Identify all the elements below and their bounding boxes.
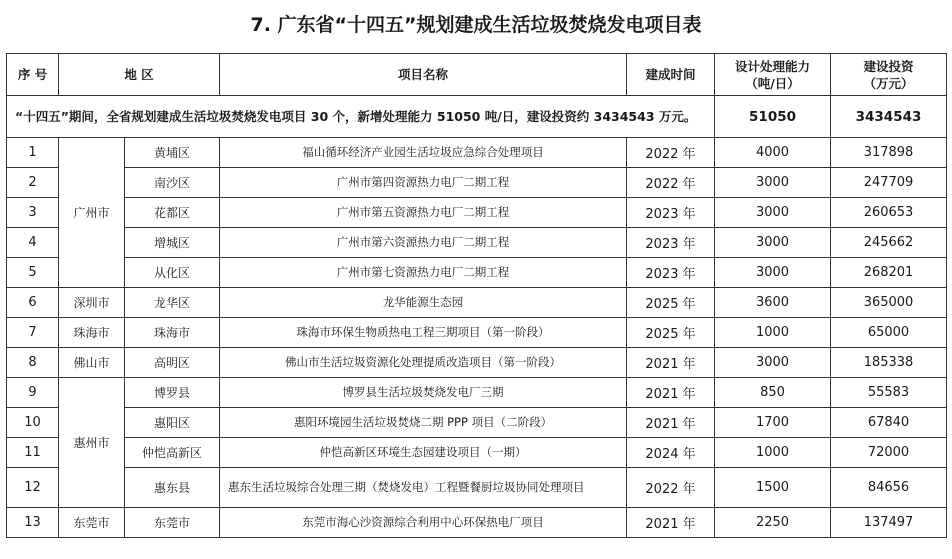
row-district: 东莞市 (125, 508, 220, 538)
row-seq: 10 (7, 408, 59, 438)
row-investment: 365000 (831, 288, 947, 318)
row-city: 深圳市 (59, 288, 125, 318)
row-capacity: 1500 (715, 468, 831, 508)
row-capacity: 3000 (715, 258, 831, 288)
row-year: 2021 年 (627, 378, 715, 408)
row-district: 从化区 (125, 258, 220, 288)
table-row (7, 288, 947, 318)
table-row (7, 348, 947, 378)
row-investment: 185338 (831, 348, 947, 378)
row-capacity: 3000 (715, 228, 831, 258)
row-project-name: 珠海市环保生物质热电工程三期项目（第一阶段） (220, 318, 627, 348)
table-row (7, 198, 947, 228)
row-district: 龙华区 (125, 288, 220, 318)
row-investment: 67840 (831, 408, 947, 438)
row-year: 2023 年 (627, 258, 715, 288)
row-project-name: 广州市第六资源热力电厂二期工程 (220, 228, 627, 258)
header-year: 建成时间 (627, 54, 715, 96)
row-investment: 247709 (831, 168, 947, 198)
row-investment: 260653 (831, 198, 947, 228)
row-seq: 6 (7, 288, 59, 318)
summary-capacity: 51050 (715, 96, 831, 138)
row-year: 2021 年 (627, 508, 715, 538)
row-capacity: 2250 (715, 508, 831, 538)
table-row (7, 438, 947, 468)
row-year: 2021 年 (627, 348, 715, 378)
row-seq: 5 (7, 258, 59, 288)
row-project-name: 广州市第五资源热力电厂二期工程 (220, 198, 627, 228)
row-year: 2022 年 (627, 168, 715, 198)
row-seq: 12 (7, 468, 59, 508)
row-capacity: 4000 (715, 138, 831, 168)
project-table (6, 53, 947, 538)
table-title: 7. 广东省“十四五”规划建成生活垃圾焚烧发电项目表 (250, 14, 702, 36)
row-year: 2025 年 (627, 288, 715, 318)
row-project-name: 广州市第四资源热力电厂二期工程 (220, 168, 627, 198)
table-row (7, 468, 947, 508)
row-investment: 72000 (831, 438, 947, 468)
table-row (7, 508, 947, 538)
row-seq: 1 (7, 138, 59, 168)
header-project-name: 项目名称 (220, 54, 627, 96)
row-capacity: 1000 (715, 438, 831, 468)
row-year: 2022 年 (627, 138, 715, 168)
row-project-name: 东莞市海心沙资源综合利用中心环保热电厂项目 (220, 508, 627, 538)
summary-row (7, 96, 947, 138)
summary-investment: 3434543 (831, 96, 947, 138)
table-row (7, 258, 947, 288)
table-row (7, 318, 947, 348)
summary-text: “十四五”期间，全省规划建成生活垃圾焚烧发电项目 30 个，新增处理能力 51050 吨/日，建设投资约 3434543 万元。 (7, 96, 715, 138)
row-project-name: 惠东生活垃圾综合处理三期（焚烧发电）工程暨餐厨垃圾协同处理项目 (220, 468, 627, 508)
row-investment: 55583 (831, 378, 947, 408)
row-capacity: 3000 (715, 198, 831, 228)
row-seq: 4 (7, 228, 59, 258)
row-district: 花都区 (125, 198, 220, 228)
row-city: 佛山市 (59, 348, 125, 378)
row-seq: 3 (7, 198, 59, 228)
table-row (7, 138, 947, 168)
row-capacity: 1700 (715, 408, 831, 438)
header-region: 地 区 (59, 54, 220, 96)
row-seq: 9 (7, 378, 59, 408)
row-seq: 2 (7, 168, 59, 198)
row-district: 增城区 (125, 228, 220, 258)
row-year: 2021 年 (627, 408, 715, 438)
row-city: 珠海市 (59, 318, 125, 348)
row-city: 惠州市 (59, 378, 125, 508)
row-seq: 11 (7, 438, 59, 468)
row-capacity: 1000 (715, 318, 831, 348)
row-capacity: 850 (715, 378, 831, 408)
header-capacity-line2: （吨/日） (745, 75, 800, 91)
row-year: 2023 年 (627, 228, 715, 258)
row-district: 惠东县 (125, 468, 220, 508)
table-row (7, 228, 947, 258)
table-row (7, 408, 947, 438)
row-district: 南沙区 (125, 168, 220, 198)
row-investment: 137497 (831, 508, 947, 538)
table-row (7, 168, 947, 198)
row-project-name: 仲恺高新区环境生态园建设项目（一期） (220, 438, 627, 468)
row-project-name: 广州市第七资源热力电厂二期工程 (220, 258, 627, 288)
row-project-name: 福山循环经济产业园生活垃圾应急综合处理项目 (220, 138, 627, 168)
row-district: 仲恺高新区 (125, 438, 220, 468)
header-row (7, 54, 947, 96)
row-investment: 268201 (831, 258, 947, 288)
row-seq: 13 (7, 508, 59, 538)
row-district: 博罗县 (125, 378, 220, 408)
header-capacity-line1: 设计处理能力 (735, 58, 811, 74)
header-investment (831, 54, 947, 96)
row-district: 珠海市 (125, 318, 220, 348)
row-capacity: 3600 (715, 288, 831, 318)
row-project-name: 佛山市生活垃圾资源化处理提质改造项目（第一阶段） (220, 348, 627, 378)
row-district: 惠阳区 (125, 408, 220, 438)
row-city: 广州市 (59, 138, 125, 288)
row-project-name: 龙华能源生态园 (220, 288, 627, 318)
row-capacity: 3000 (715, 168, 831, 198)
header-capacity (715, 54, 831, 96)
row-year: 2025 年 (627, 318, 715, 348)
header-seq: 序 号 (7, 54, 59, 96)
row-district: 黄埔区 (125, 138, 220, 168)
header-investment-line1: 建设投资 (863, 58, 914, 74)
row-capacity: 3000 (715, 348, 831, 378)
row-investment: 84656 (831, 468, 947, 508)
row-seq: 8 (7, 348, 59, 378)
row-seq: 7 (7, 318, 59, 348)
row-investment: 65000 (831, 318, 947, 348)
table-row (7, 378, 947, 408)
row-investment: 245662 (831, 228, 947, 258)
row-year: 2024 年 (627, 438, 715, 468)
row-project-name: 惠阳环境园生活垃圾焚烧二期 PPP 项目（二阶段） (220, 408, 627, 438)
header-investment-line2: （万元） (863, 75, 914, 91)
row-year: 2022 年 (627, 468, 715, 508)
row-project-name: 博罗县生活垃圾焚烧发电厂三期 (220, 378, 627, 408)
row-district: 高明区 (125, 348, 220, 378)
row-city: 东莞市 (59, 508, 125, 538)
row-investment: 317898 (831, 138, 947, 168)
row-year: 2023 年 (627, 198, 715, 228)
